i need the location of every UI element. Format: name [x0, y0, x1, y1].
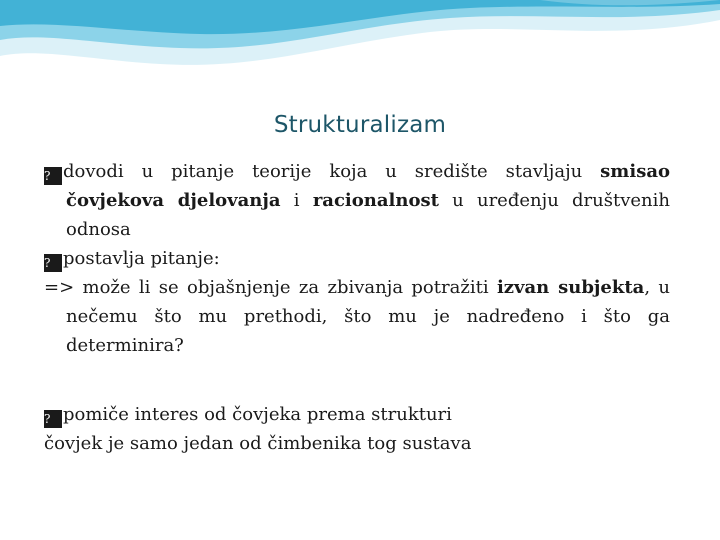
bold-phrase: izvan subjekta — [496, 277, 645, 298]
bold-phrase: smisao čovjekova djelovanja — [66, 161, 670, 211]
spacer — [44, 360, 670, 400]
bullet-icon: ? — [44, 254, 62, 272]
closing-line: čovjek je samo jedan od čimbenika tog sustava — [44, 433, 472, 454]
bullet-paragraph-1 — [44, 157, 670, 244]
paragraph-text: dovodi u pitanje teorije koja u središte stavljaju — [63, 161, 601, 182]
decorative-header-wave — [0, 0, 720, 90]
paragraph-text: pomiče interes od čovjeka prema strukturi — [63, 404, 452, 425]
bullet-paragraph-2 — [44, 244, 670, 273]
paragraph-text: i — [280, 190, 313, 211]
paragraph-text: , u nečemu što mu prethodi, što mu je nadređeno i što ga determinira? — [66, 277, 670, 356]
bold-phrase: racionalnost — [312, 190, 439, 211]
bullet-icon: ? — [44, 167, 62, 185]
slide-title: Strukturalizam — [273, 112, 447, 138]
paragraph-text: u uređenju društvenih odnosa — [66, 190, 670, 240]
slide-content — [44, 157, 670, 458]
bullet-paragraph-3 — [44, 400, 670, 429]
paragraph-text: postavlja pitanje: — [63, 248, 220, 269]
question-paragraph — [44, 273, 670, 360]
paragraph-text: => može li se objašnjenje za zbivanja potražiti — [44, 277, 497, 298]
bullet-icon: ? — [44, 410, 62, 428]
